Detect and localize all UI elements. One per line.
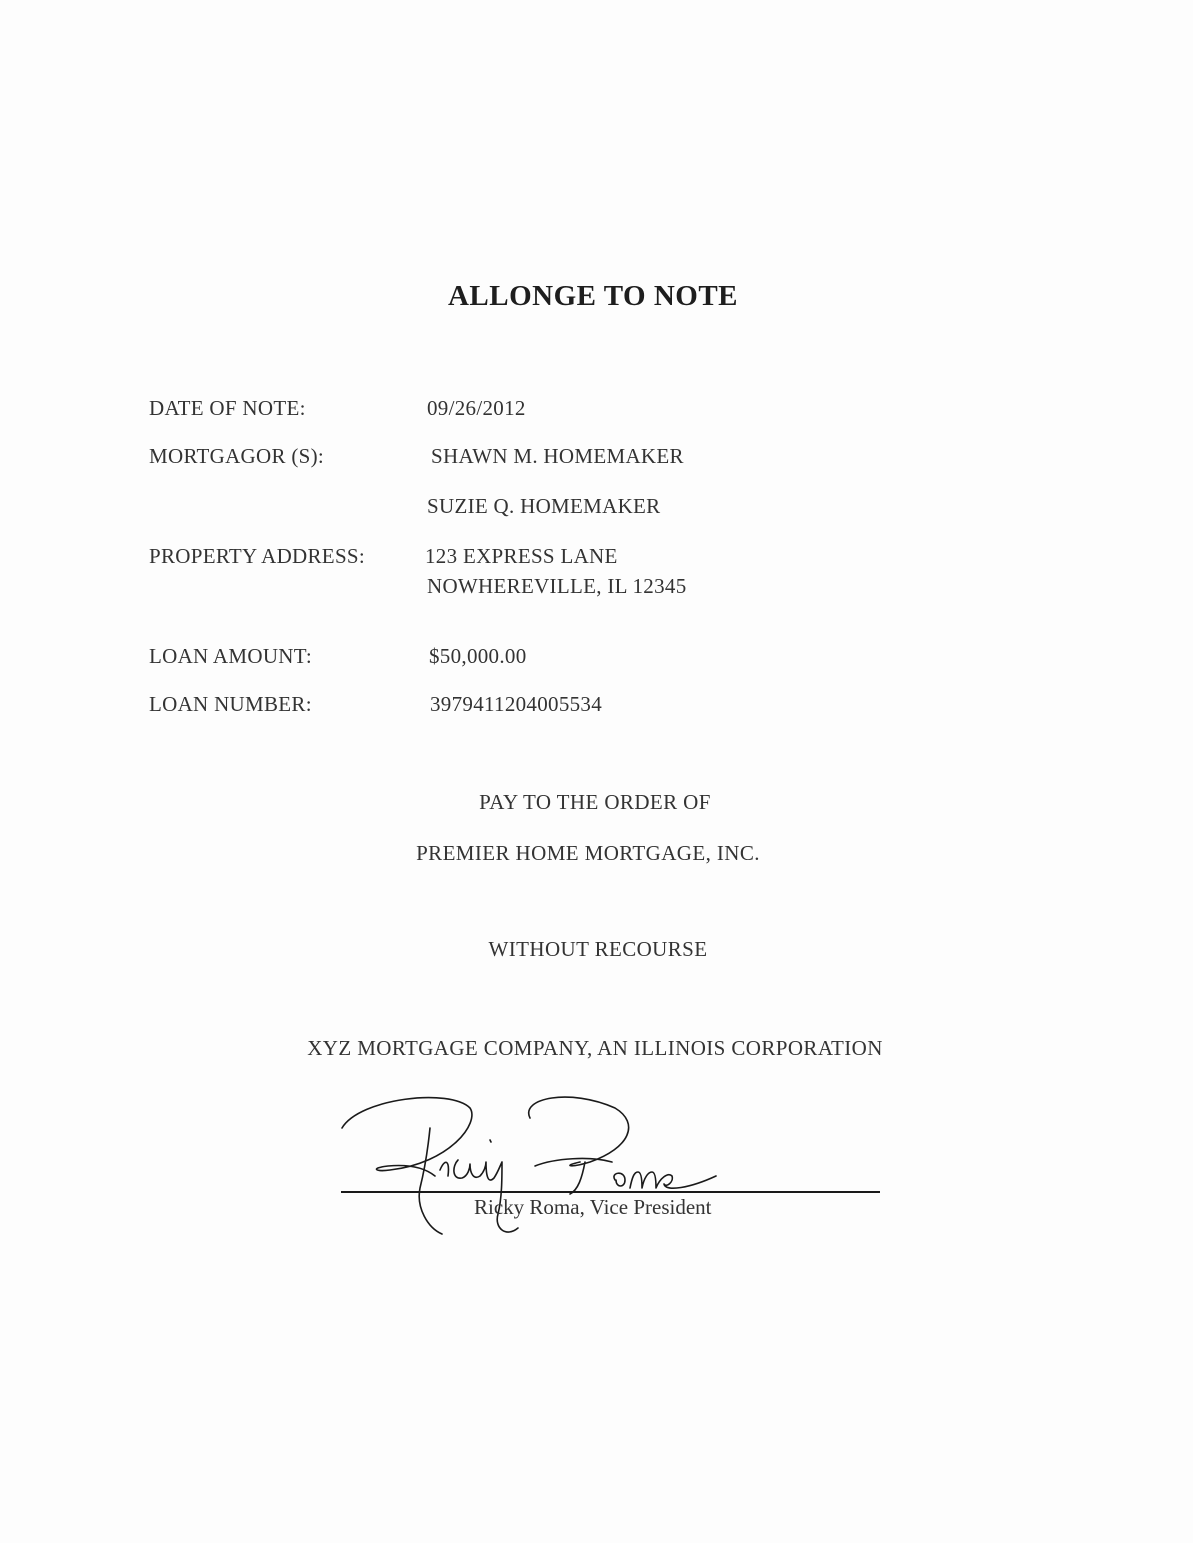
document-title: ALLONGE TO NOTE xyxy=(447,280,739,312)
property-address-label: PROPERTY ADDRESS: xyxy=(149,544,366,568)
mortgagors-label: MORTGAGOR (S): xyxy=(149,444,325,468)
loan-amount-value: $50,000.00 xyxy=(429,644,527,668)
property-address-line1: 123 EXPRESS LANE xyxy=(425,544,618,568)
endorser-name: XYZ MORTGAGE COMPANY, AN ILLINOIS CORPORATION xyxy=(307,1036,883,1060)
signature-line xyxy=(341,1191,880,1193)
date-of-note-value: 09/26/2012 xyxy=(427,396,526,420)
loan-number-label: LOAN NUMBER: xyxy=(149,692,312,716)
pay-to-order-text: PAY TO THE ORDER OF xyxy=(479,790,711,814)
property-address-line2: NOWHEREVILLE, IL 12345 xyxy=(427,574,687,598)
handwritten-signature xyxy=(330,1088,730,1248)
loan-amount-label: LOAN AMOUNT: xyxy=(149,644,312,668)
mortgagor-1: SHAWN M. HOMEMAKER xyxy=(431,444,684,468)
date-of-note-label: DATE OF NOTE: xyxy=(149,396,306,420)
loan-number-value: 3979411204005534 xyxy=(430,692,603,716)
payee-name: PREMIER HOME MORTGAGE, INC. xyxy=(416,841,760,865)
mortgagor-2: SUZIE Q. HOMEMAKER xyxy=(427,494,661,518)
signer-name-title: Ricky Roma, Vice President xyxy=(474,1195,712,1219)
recourse-text: WITHOUT RECOURSE xyxy=(488,937,708,961)
